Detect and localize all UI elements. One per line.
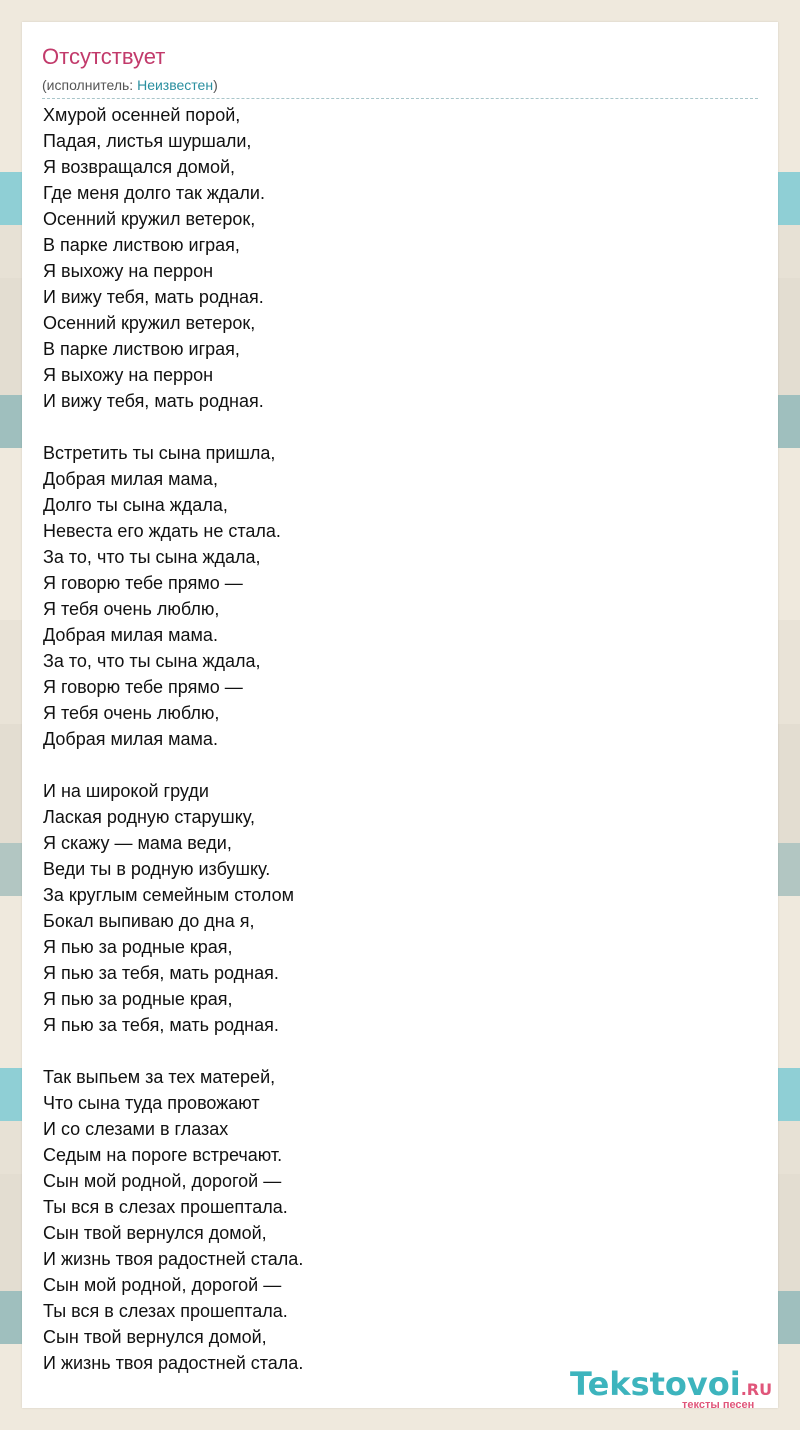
lyric-line: Сын твой вернулся домой,	[43, 1327, 267, 1347]
lyric-line: Я пью за тебя, мать родная.	[43, 1015, 279, 1035]
lyric-line: Что сына туда провожают	[43, 1093, 260, 1113]
lyric-line: Я тебя очень люблю,	[43, 599, 220, 619]
lyric-line: И жизнь твоя радостней стала.	[43, 1249, 304, 1269]
lyric-line: Я говорю тебе прямо —	[43, 677, 243, 697]
lyric-line: И вижу тебя, мать родная.	[43, 391, 264, 411]
lyric-line: Долго ты сына ждала,	[43, 495, 228, 515]
lyric-line: И жизнь твоя радостней стала.	[43, 1353, 304, 1373]
lyric-line: Я выхожу на перрон	[43, 261, 214, 281]
lyric-line: Лаская родную старушку,	[43, 807, 256, 827]
stanza-gap	[43, 752, 743, 778]
lyric-line: Сын твой вернулся домой,	[43, 1223, 267, 1243]
artist-suffix: )	[213, 77, 218, 93]
site-logo[interactable]	[570, 1367, 800, 1411]
stanza-gap	[43, 414, 743, 440]
lyric-line: Я говорю тебе прямо —	[43, 573, 243, 593]
lyric-line: Я пью за тебя, мать родная.	[43, 963, 279, 983]
lyric-line: Добрая милая мама,	[43, 469, 218, 489]
lyric-line: Осенний кружил ветерок,	[43, 209, 256, 229]
lyric-line: Я выхожу на перрон	[43, 365, 214, 385]
artist-line	[42, 76, 758, 94]
logo-tagline: тексты песен	[682, 1399, 755, 1411]
lyric-line: Веди ты в родную избушку.	[43, 859, 271, 879]
lyric-line: Где меня долго так ждали.	[43, 183, 265, 203]
lyric-line: Добрая милая мама.	[43, 625, 218, 645]
lyrics-body	[43, 102, 743, 1376]
song-title: Отсутствует	[42, 44, 166, 69]
artist-link[interactable]: Неизвестен	[137, 77, 214, 93]
lyric-line: И вижу тебя, мать родная.	[43, 287, 264, 307]
lyrics-card	[22, 22, 778, 1411]
artist-prefix: (исполнитель:	[42, 77, 138, 93]
lyric-line: Осенний кружил ветерок,	[43, 313, 256, 333]
lyric-line: Так выпьем за тех матерей,	[43, 1067, 276, 1087]
lyric-line: Невеста его ждать не стала.	[43, 521, 281, 541]
lyric-line: За круглым семейным столом	[43, 885, 295, 905]
lyric-line: Ты вся в слезах прошептала.	[43, 1301, 288, 1321]
lyric-line: Я пью за родные края,	[43, 937, 233, 957]
lyric-line: В парке листвою играя,	[43, 235, 240, 255]
lyric-line: Добрая милая мама.	[43, 729, 218, 749]
lyric-line: За то, что ты сына ждала,	[43, 547, 261, 567]
lyric-line: И на широкой груди	[43, 781, 209, 801]
lyric-line: Я тебя очень люблю,	[43, 703, 220, 723]
lyric-line: Ты вся в слезах прошептала.	[43, 1197, 288, 1217]
lyric-line: Встретить ты сына пришла,	[43, 443, 276, 463]
lyric-line: Хмурой осенней порой,	[43, 105, 241, 125]
lyric-line: За то, что ты сына ждала,	[43, 651, 261, 671]
logo-tld: .RU	[740, 1380, 773, 1399]
lyric-line: Сын мой родной, дорогой —	[43, 1275, 282, 1295]
lyric-line: Я скажу — мама веди,	[43, 833, 232, 853]
lyric-line: Бокал выпиваю до дна я,	[43, 911, 255, 931]
lyric-line: Падая, листья шуршали,	[43, 131, 252, 151]
lyric-line: Я возвращался домой,	[43, 157, 236, 177]
lyric-line: В парке листвою играя,	[43, 339, 240, 359]
stanza-gap	[43, 1038, 743, 1064]
lyric-line: Сын мой родной, дорогой —	[43, 1171, 282, 1191]
lyric-line: Я пью за родные края,	[43, 989, 233, 1009]
lyric-line: Седым на пороге встречают.	[43, 1145, 283, 1165]
song-header	[42, 44, 758, 99]
lyric-line: И со слезами в глазах	[43, 1119, 229, 1139]
logo-name: Tekstovoi	[570, 1365, 741, 1403]
